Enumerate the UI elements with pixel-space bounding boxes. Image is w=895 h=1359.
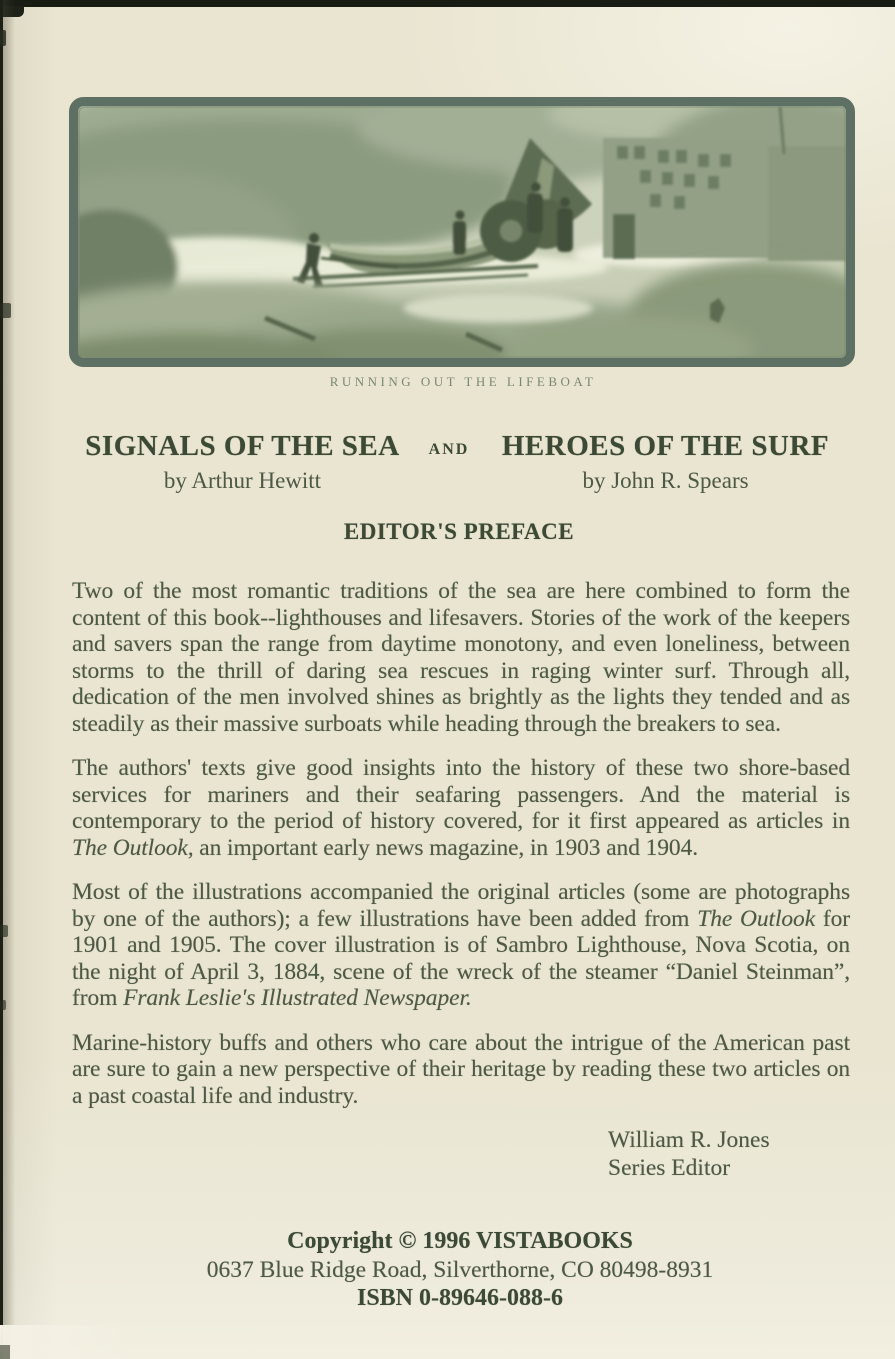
page-edge-mark: [0, 30, 6, 46]
illustration-caption: RUNNING OUT THE LIFEBOAT: [329, 374, 597, 389]
signature-block: [608, 1126, 848, 1182]
signature-role: Series Editor: [608, 1155, 731, 1181]
preface-paragraph: Marine-history buffs and others who care about the intrigue of the American past are sure to gain a new perspective of their heritage by reading these two articles on a past coastal life and industry.: [72, 1029, 850, 1109]
preface-paragraph: The authors' texts give good insights into the history of these two shore-based services for mariners and their seafaring passengers. And the material is contemporary to the period of history covered, for it first appeared as articles in The Outlook, an important early news magazine, in 1903 and 1904.: [72, 755, 850, 861]
page-gutter-shadow: [3, 0, 15, 1359]
imprint-block: [72, 1227, 848, 1313]
scan-edge-top: [0, 0, 895, 7]
page-corner-highlight: [0, 1325, 190, 1359]
page-edge-mark: [0, 1000, 6, 1010]
title-conjunction: AND: [428, 441, 470, 458]
lifeboat-illustration: [68, 96, 858, 368]
title-block: [70, 430, 848, 494]
lifeboat-figure: [68, 96, 858, 390]
title-right-column: [483, 430, 848, 494]
section-heading-editors-preface: EDITOR'S PREFACE: [343, 519, 575, 544]
copyright-line: Copyright © 1996 VISTABOOKS: [287, 1228, 633, 1254]
book-title-heroes: HEROES OF THE SURF: [501, 430, 830, 462]
isbn-line: ISBN 0-89646-088-6: [356, 1285, 563, 1311]
preface-paragraph: Most of the illustrations accompanied the original articles (some are photographs by one of the authors); a few illustrations have been added from The Outlook for 1901 and 1905. The cover illustration is of Sambro Lighthouse, Nova Scotia, on the night of April 3, 1884, scene of the wreck of the steamer “Daniel Steinman”, from Frank Leslie's Illustrated Newspaper.: [72, 879, 850, 1011]
book-title-signals: SIGNALS OF THE SEA: [85, 430, 400, 462]
page-edge-mark: [0, 303, 11, 318]
signature-name: William R. Jones: [608, 1127, 770, 1153]
byline-arthur-hewitt: by Arthur Hewitt: [163, 468, 322, 493]
preface-body: [72, 578, 850, 1127]
publisher-address: 0637 Blue Ridge Road, Silverthorne, CO 80498-8931: [206, 1256, 714, 1283]
byline-john-spears: by John R. Spears: [582, 468, 749, 493]
page-corner-shadow: [0, 1345, 10, 1359]
page-edge-mark: [0, 925, 8, 937]
preface-paragraph: Two of the most romantic traditions of the sea are here combined to form the content of this book--lighthouses and lifesavers. Stories of the work of the keepers and savers span the range from daytime monotony, and even loneliness, between storms to the thrill of daring sea rescues in raging winter surf. Through all, dedication of the men involved shines as brightly as the lights they tended and as steadily as their massive surboats while heading through the breakers to sea.: [72, 578, 850, 737]
title-left-column: [70, 430, 415, 494]
